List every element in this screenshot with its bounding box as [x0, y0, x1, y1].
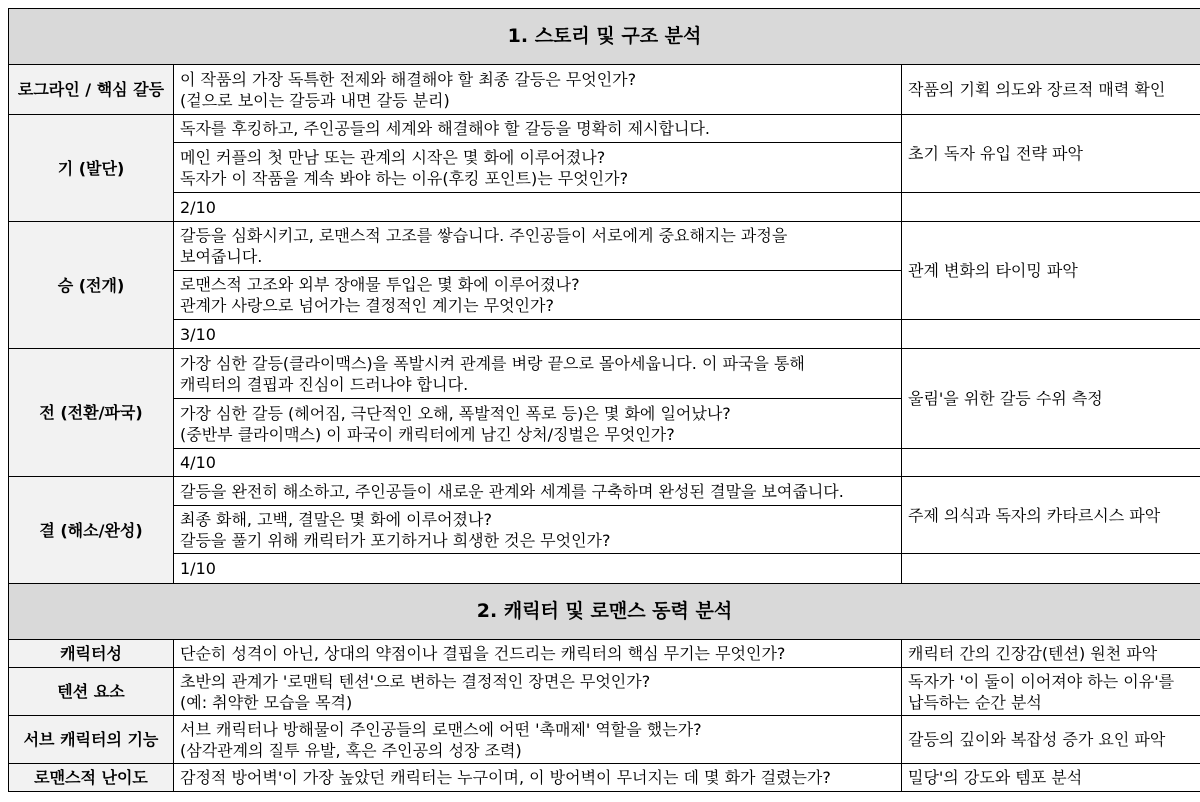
section-title: 2. 캐릭터 및 로맨스 동력 분석 [9, 584, 1200, 640]
note-cell[interactable]: 주제 의식과 독자의 카타르시스 파악 [902, 477, 1200, 554]
analysis-table [8, 8, 1200, 792]
stage-label[interactable]: 전 (전환/파국) [9, 349, 174, 477]
description-cell[interactable]: 독자를 후킹하고, 주인공들의 세계와 해결해야 할 갈등을 명확히 제시합니다. [174, 115, 902, 143]
table-row [9, 716, 1200, 764]
table-row [9, 554, 1200, 584]
question-cell[interactable]: 메인 커플의 첫 만남 또는 관계의 시작은 몇 화에 이루어졌나? 독자가 이 작품을 계속 봐야 하는 이유(후킹 포인트)는 무엇인가? [174, 143, 902, 193]
empty-cell[interactable] [902, 449, 1200, 477]
note-cell[interactable]: 갈등의 깊이와 복잡성 증가 요인 파악 [902, 716, 1200, 764]
row-label[interactable]: 캐릭터성 [9, 640, 174, 668]
score-cell[interactable]: 1/10 [174, 554, 902, 584]
row-label[interactable]: 텐션 요소 [9, 668, 174, 716]
table-row [9, 640, 1200, 668]
table-row [9, 349, 1200, 399]
stage-label[interactable]: 기 (발단) [9, 115, 174, 222]
table-row [9, 668, 1200, 716]
table-row [9, 320, 1200, 349]
row-label[interactable]: 서브 캐릭터의 기능 [9, 716, 174, 764]
question-cell[interactable]: 감정적 방어벽'이 가장 높았던 캐릭터는 누구이며, 이 방어벽이 무너지는 데 몇 화가 걸렸는가? [174, 764, 902, 792]
table-row [9, 193, 1200, 222]
question-cell[interactable]: 서브 캐릭터나 방해물이 주인공들의 로맨스에 어떤 '촉매제' 역할을 했는가? (삼각관계의 질투 유발, 혹은 주인공의 성장 조력) [174, 716, 902, 764]
table-row [9, 65, 1200, 115]
row-label[interactable]: 로맨스적 난이도 [9, 764, 174, 792]
score-cell[interactable]: 4/10 [174, 449, 902, 477]
table-row [9, 115, 1200, 143]
empty-cell[interactable] [902, 320, 1200, 349]
empty-cell[interactable] [902, 554, 1200, 584]
score-cell[interactable]: 2/10 [174, 193, 902, 222]
row-label[interactable]: 로그라인 / 핵심 갈등 [9, 65, 174, 115]
note-cell[interactable]: 작품의 기획 의도와 장르적 매력 확인 [902, 65, 1200, 115]
question-cell[interactable]: 이 작품의 가장 독특한 전제와 해결해야 할 최종 갈등은 무엇인가? (겉으로 보이는 갈등과 내면 갈등 분리) [174, 65, 902, 115]
question-cell[interactable]: 초반의 관계가 '로맨틱 텐션'으로 변하는 결정적인 장면은 무엇인가? (예: 취약한 모습을 목격) [174, 668, 902, 716]
stage-label[interactable]: 승 (전개) [9, 222, 174, 349]
empty-cell[interactable] [902, 193, 1200, 222]
question-cell[interactable]: 로맨스적 고조와 외부 장애물 투입은 몇 화에 이루어졌나? 관계가 사랑으로 넘어가는 결정적인 계기는 무엇인가? [174, 271, 902, 320]
question-cell[interactable]: 가장 심한 갈등 (헤어짐, 극단적인 오해, 폭발적인 폭로 등)은 몇 화에 일어났나? (중반부 클라이맥스) 이 파국이 캐릭터에게 남긴 상처/징벌은 무엇인가? [174, 399, 902, 449]
table-row [9, 222, 1200, 271]
table-row [9, 764, 1200, 792]
analysis-sheet [8, 8, 1200, 792]
note-cell[interactable]: 독자가 '이 둘이 이어져야 하는 이유'를 납득하는 순간 분석 [902, 668, 1200, 716]
note-cell[interactable]: 초기 독자 유입 전략 파악 [902, 115, 1200, 193]
table-row [9, 449, 1200, 477]
stage-label[interactable]: 결 (해소/완성) [9, 477, 174, 584]
note-cell[interactable]: 캐릭터 간의 긴장감(텐션) 원천 파악 [902, 640, 1200, 668]
description-cell[interactable]: 갈등을 심화시키고, 로맨스적 고조를 쌓습니다. 주인공들이 서로에게 중요해지는 과정을 보여줍니다. [174, 222, 902, 271]
question-cell[interactable]: 단순히 성격이 아닌, 상대의 약점이나 결핍을 건드리는 캐릭터의 핵심 무기는 무엇인가? [174, 640, 902, 668]
description-cell[interactable]: 갈등을 완전히 해소하고, 주인공들이 새로운 관계와 세계를 구축하며 완성된 결말을 보여줍니다. [174, 477, 902, 506]
description-cell[interactable]: 가장 심한 갈등(클라이맥스)을 폭발시켜 관계를 벼랑 끝으로 몰아세웁니다. 이 파국을 통해 캐릭터의 결핍과 진심이 드러나야 합니다. [174, 349, 902, 399]
score-cell[interactable]: 3/10 [174, 320, 902, 349]
table-row [9, 477, 1200, 506]
section-title: 1. 스토리 및 구조 분석 [9, 9, 1200, 65]
note-cell[interactable]: 밀당'의 강도와 템포 분석 [902, 764, 1200, 792]
note-cell[interactable]: 관계 변화의 타이밍 파악 [902, 222, 1200, 320]
note-cell[interactable]: 울림'을 위한 갈등 수위 측정 [902, 349, 1200, 449]
question-cell[interactable]: 최종 화해, 고백, 결말은 몇 화에 이루어졌나? 갈등을 풀기 위해 캐릭터가 포기하거나 희생한 것은 무엇인가? [174, 506, 902, 554]
